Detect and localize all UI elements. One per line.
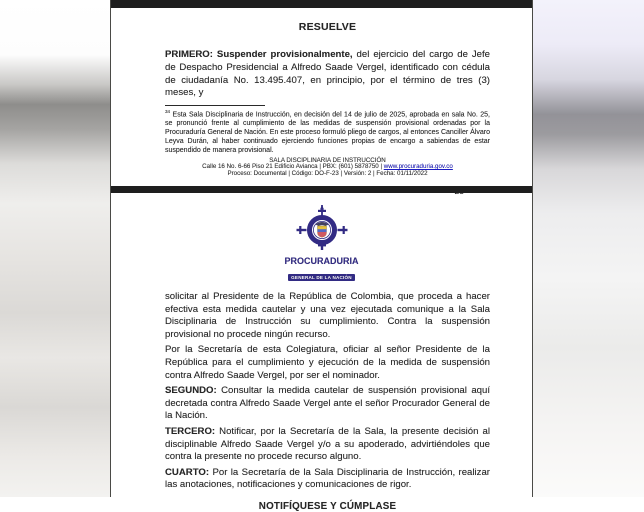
footer-office: SALA DISCIPLINARIA DE INSTRUCCIÓN	[269, 156, 386, 164]
primero-label: PRIMERO: Suspender provisionalmente,	[165, 49, 353, 60]
resolve-heading: RESUELVE	[298, 21, 357, 33]
tercero-label: TERCERO:	[165, 425, 216, 437]
footnote-separator	[165, 105, 265, 106]
footer-process-info: Proceso: Documental | Código: DO-F-23 | Versión: 2 | Fecha: 01/11/2022	[227, 170, 428, 178]
page2-content	[111, 291, 532, 512]
logo-subtitle-band: GENERAL DE LA NACIÓN	[288, 274, 355, 281]
crop-bar-top	[111, 0, 532, 8]
segundo-label: SEGUNDO:	[165, 385, 217, 397]
cuarto-label: CUARTO:	[165, 466, 210, 478]
paragraph-segundo	[165, 385, 490, 423]
document-image	[110, 0, 533, 512]
document-page-1	[111, 0, 532, 193]
paragraph-primero	[165, 49, 490, 100]
paragraph-colegiatura: Por la Secretaría de esta Colegiatura, oficiar al señor Presidente de la República para el cumplimiento y ejecución de la medida de suspensión contra Alfredo Saade Vergel, por ser el nominador.	[165, 344, 490, 381]
document-page-2	[111, 193, 532, 512]
letterbox-right	[533, 0, 644, 497]
tercero-text: Notificar, por la Secretaría de la Sala, la presente decisión al disciplinable Alfredo Saade Vergel y/o a su apoderado, advirtiéndoles que contra la presente no procede recurso alguno.	[165, 425, 490, 463]
page-footer	[165, 158, 490, 179]
segundo-text: Consultar la medida cautelar de suspensión provisional aquí decretada contra Alfredo Saade Vergel ante el señor Procurador General de la Nación.	[165, 385, 490, 422]
crop-bar-bottom	[111, 186, 532, 193]
paragraph-tercero	[165, 426, 490, 464]
primero-text: del ejercicio del cargo de Jefe de Despacho Presidencial a Alfredo Saade Vergel, identificado con cédula de ciudadanía No. 13.495.407, en principio, por el término de tres (3) meses, y	[165, 49, 491, 99]
footer-website-link[interactable]: www.procuraduria.gov.co	[383, 163, 453, 171]
closing-order: NOTIFÍQUESE Y CÚMPLASE	[258, 500, 397, 512]
footer-address-text: Calle 16 No. 6-66 Piso 21 Edificio Avianca | PBX: (601) 5878750 |	[202, 163, 384, 171]
paragraph-cuarto	[165, 467, 490, 492]
page1-content	[111, 21, 532, 196]
procuraduria-seal-icon	[295, 205, 349, 251]
procuraduria-logo	[111, 193, 532, 284]
paragraph-solicitar: solicitar al Presidente de la República de Colombia, que proceda a hacer efectiva esta medida cautelar y una vez ejecutada comunique a la Sala Disciplinaria de Instrucción su cumplimiento. Contra la suspensión provisional no procede ningún recurso.	[165, 291, 490, 340]
footnote-marker: 34	[165, 109, 171, 115]
footnote-text: Esta Sala Disciplinaria de Instrucción, en decisión del 14 de julio de 2025, aprobada en sala No. 25, se pronunció frente al cumplimiento de las medidas de suspensión provisional ordenadas por la Procuraduría General de Nación. En este proceso formuló pliego de cargos, al entonces Canciller Álvaro Leyva Durán, al haber continuado ejerciendo funciones propias de encargo a sabiendas de estar suspendido de manera provisional.	[165, 111, 490, 154]
logo-title: PROCURADURIA	[284, 256, 359, 266]
cuarto-text: Por la Secretaría de la Sala Disciplinaria de Instrucción, realizar las anotaciones, notificaciones y comunicaciones de rigor.	[165, 466, 490, 491]
footnote	[165, 108, 490, 155]
letterbox-left	[0, 0, 110, 497]
